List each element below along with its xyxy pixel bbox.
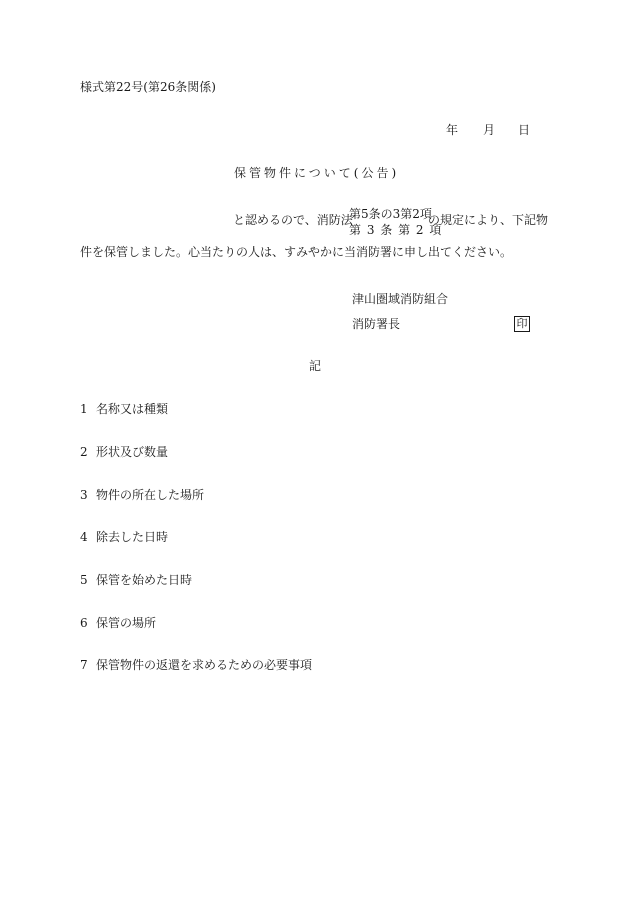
ki-heading: 記: [309, 359, 322, 373]
list-item: [80, 531, 168, 543]
item-label: 名称又は種類: [96, 402, 169, 416]
list-item: [80, 489, 204, 501]
list-item: [80, 617, 156, 629]
item-number: 5: [80, 573, 88, 587]
list-item: [80, 659, 312, 671]
law-reference-bottom: 第 3 条 第 2 項: [349, 223, 443, 237]
issuer-chief-title: 消防署長: [352, 317, 401, 331]
list-item: [80, 403, 168, 415]
law-reference-top: 第5条の3第2項: [349, 207, 432, 221]
item-number: 2: [80, 445, 88, 459]
month-label: 月: [483, 123, 496, 137]
page-title: 保管物件について(公告): [234, 166, 400, 180]
seal-mark: 印: [514, 316, 530, 332]
body-text-line2: 件を保管しました。心当たりの人は、すみやかに当消防署に申し出てください。: [80, 245, 513, 259]
year-label: 年: [446, 123, 459, 137]
item-number: 1: [80, 402, 88, 416]
form-number: 様式第22号(第26条関係): [80, 80, 216, 94]
body-text-line1-end: の規定により、下記物: [428, 213, 549, 227]
item-label: 物件の所在した場所: [96, 488, 205, 502]
date-line: [446, 124, 530, 136]
list-item: [80, 446, 168, 458]
item-label: 保管の場所: [96, 616, 157, 630]
item-number: 3: [80, 488, 88, 502]
item-number: 4: [80, 530, 88, 544]
item-label: 保管物件の返還を求めるための必要事項: [96, 658, 313, 672]
item-number: 7: [80, 658, 88, 672]
issuer-organization: 津山圏域消防組合: [352, 292, 449, 306]
item-label: 保管を始めた日時: [96, 573, 193, 587]
body-text-line1-start: と認めるので、消防法: [233, 213, 353, 227]
day-label: 日: [518, 123, 531, 137]
item-label: 形状及び数量: [96, 445, 169, 459]
list-item: [80, 574, 192, 586]
item-label: 除去した日時: [96, 530, 169, 544]
item-number: 6: [80, 616, 88, 630]
